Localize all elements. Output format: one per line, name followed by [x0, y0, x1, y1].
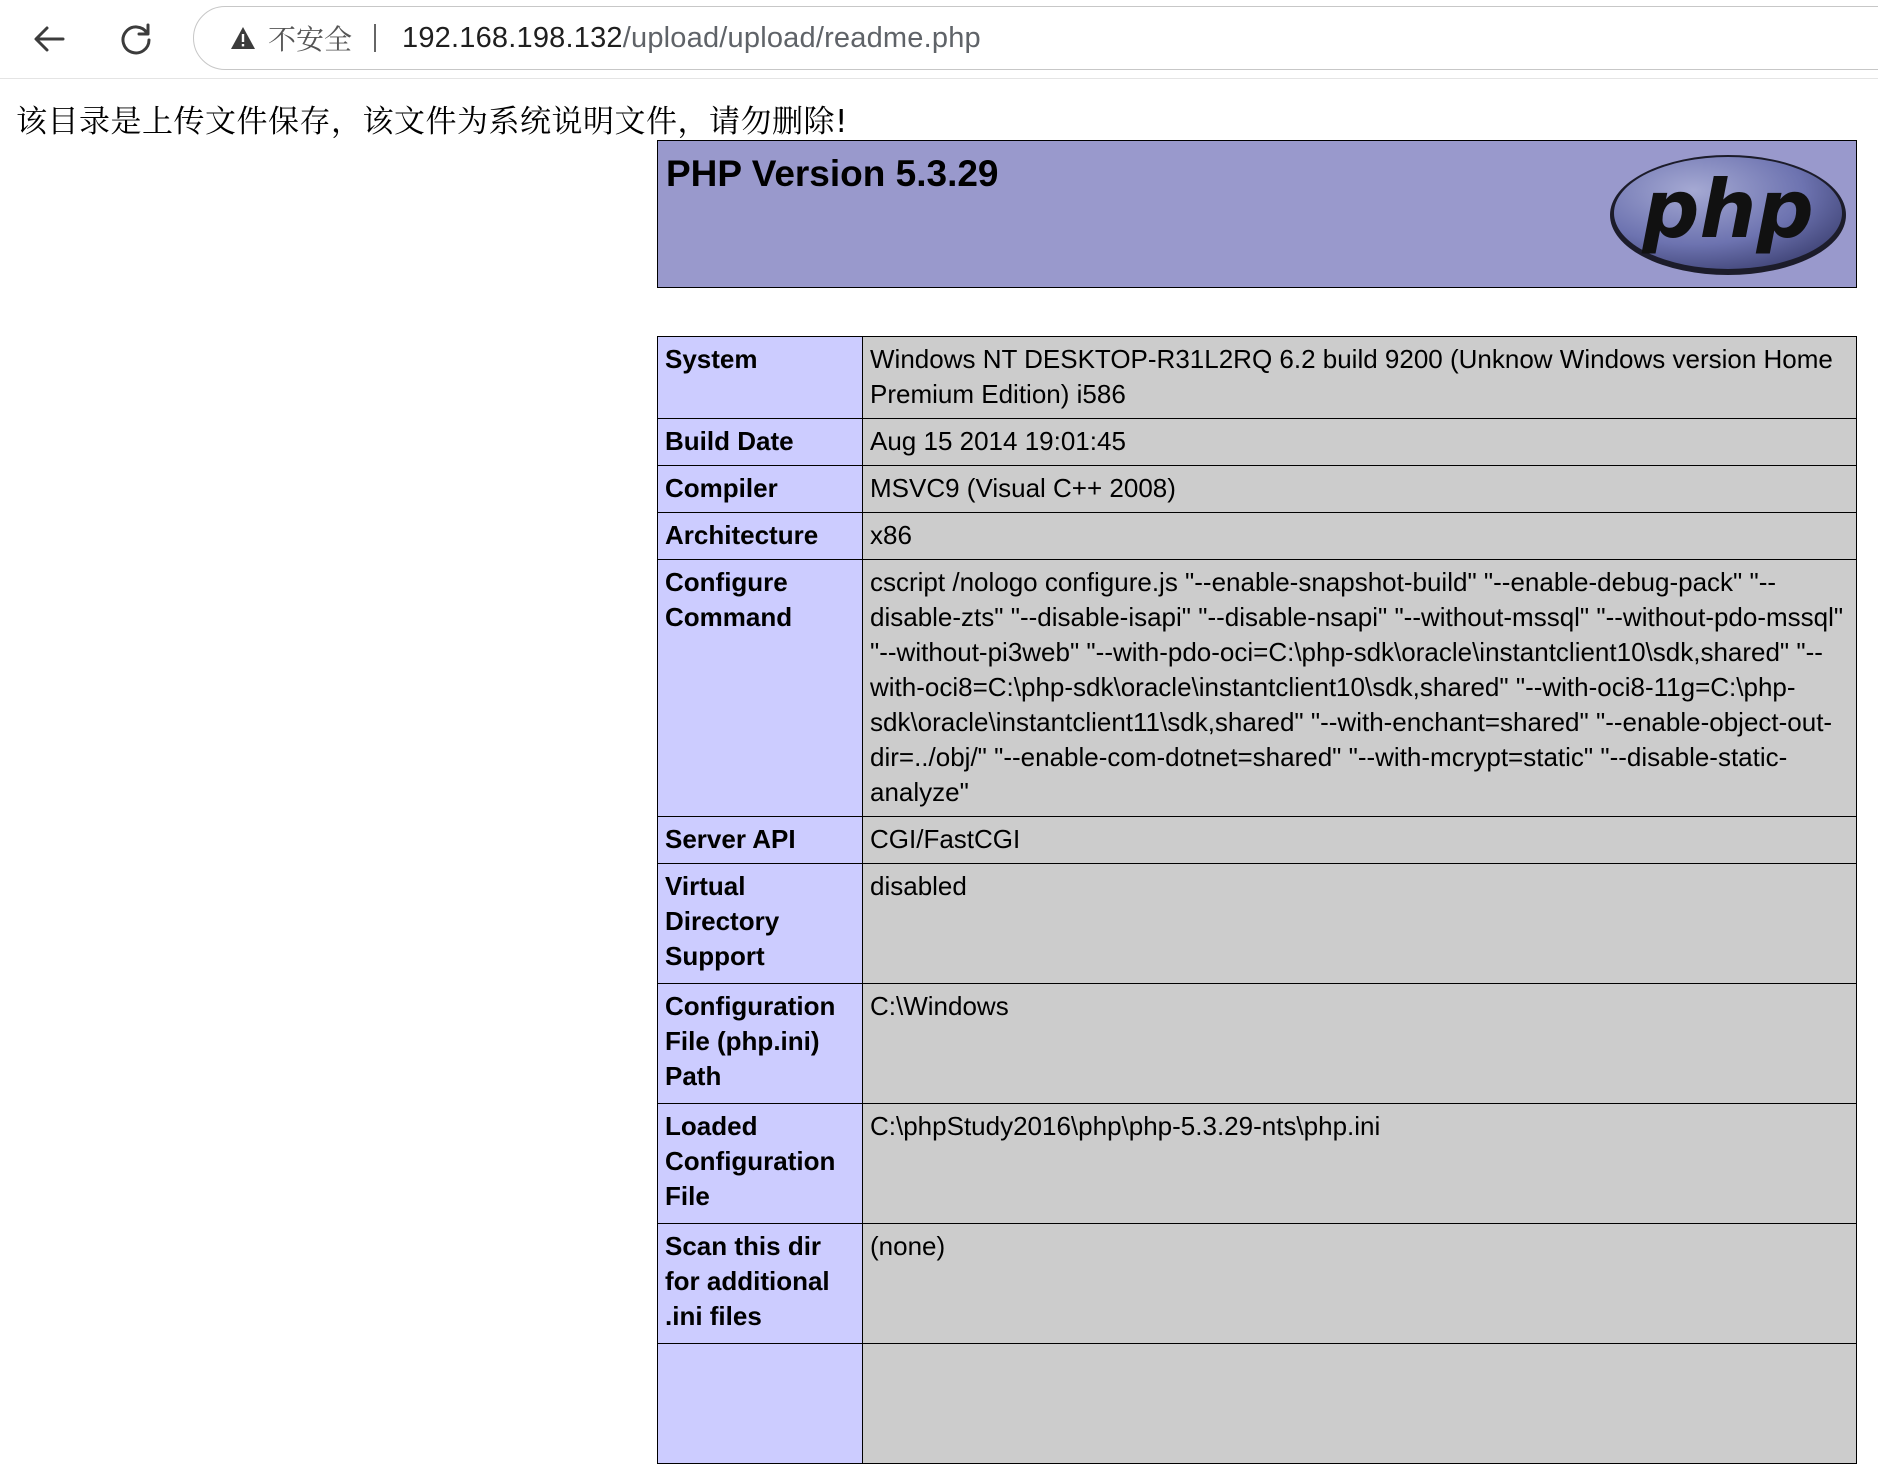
- php-logo[interactable]: [1608, 153, 1848, 277]
- row-value: (none): [863, 1224, 1857, 1344]
- table-row: [658, 1344, 1857, 1464]
- row-value: cscript /nologo configure.js "--enable-snapshot-build" "--enable-debug-pack" "--disable-zts" "--disable-isapi" "--disable-nsapi" "--without-mssql" "--without-pdo-mssql" "--without-pi3web" "--with-pdo-oci=C:\php-sdk\oracle\instantclient10\sdk,shared" "--with-oci8=C:\php-sdk\oracle\instantclient10\sdk,shared" "--with-oci8-11g=C:\php-sdk\oracle\instantclient11\sdk,shared" "--with-enchant=shared" "--enable-object-out-dir=../obj/" "--enable-com-dotnet=shared" "--with-mcrypt=static" "--disable-static-analyze": [863, 560, 1857, 817]
- row-value: [863, 1344, 1857, 1464]
- table-row: [658, 1104, 1857, 1224]
- back-button[interactable]: [24, 14, 74, 64]
- row-key: Configuration File (php.ini) Path: [658, 984, 863, 1104]
- row-value: C:\phpStudy2016\php\php-5.3.29-nts\php.ini: [863, 1104, 1857, 1224]
- url-text[interactable]: [402, 22, 981, 55]
- site-security-indicator[interactable]: [230, 18, 352, 58]
- table-row: [658, 984, 1857, 1104]
- url-host: 192.168.198.132: [402, 21, 623, 54]
- address-bar[interactable]: [193, 6, 1878, 70]
- row-key: Build Date: [658, 419, 863, 466]
- table-row: [658, 466, 1857, 513]
- security-label: 不安全: [268, 23, 353, 56]
- row-value: CGI/FastCGI: [863, 817, 1857, 864]
- row-value: Windows NT DESKTOP-R31L2RQ 6.2 build 9200 (Unknow Windows version Home Premium Edition) i586: [863, 337, 1857, 419]
- row-value: disabled: [863, 864, 1857, 984]
- row-key: Scan this dir for additional .ini files: [658, 1224, 863, 1344]
- php-version-title: PHP Version 5.3.29: [666, 153, 999, 194]
- arrow-left-icon: [31, 21, 67, 57]
- row-key: Loaded Configuration File: [658, 1104, 863, 1224]
- table-row: [658, 419, 1857, 466]
- table-row: [658, 817, 1857, 864]
- row-value: x86: [863, 513, 1857, 560]
- row-value: C:\Windows: [863, 984, 1857, 1104]
- php-header: [657, 140, 1857, 288]
- address-separator: [374, 24, 376, 52]
- row-key: Virtual Directory Support: [658, 864, 863, 984]
- reload-icon: [118, 21, 154, 57]
- row-key: Compiler: [658, 466, 863, 513]
- row-key: System: [658, 337, 863, 419]
- table-row: [658, 1224, 1857, 1344]
- row-key: Architecture: [658, 513, 863, 560]
- php-info-table: [657, 336, 1857, 1464]
- table-row: [658, 560, 1857, 817]
- row-key: Configure Command: [658, 560, 863, 817]
- php-logo-text: php: [1642, 163, 1814, 256]
- table-row: [658, 864, 1857, 984]
- row-key: [658, 1344, 863, 1464]
- row-key: Server API: [658, 817, 863, 864]
- row-value: Aug 15 2014 19:01:45: [863, 419, 1857, 466]
- url-path: /upload/upload/readme.php: [622, 21, 981, 54]
- warning-triangle-icon: [230, 26, 256, 50]
- browser-toolbar: [0, 0, 1878, 79]
- table-row: [658, 337, 1857, 419]
- reload-button[interactable]: [111, 14, 161, 64]
- row-value: MSVC9 (Visual C++ 2008): [863, 466, 1857, 513]
- page-notice: 该目录是上传文件保存，该文件为系统说明文件，请勿删除!: [16, 104, 848, 140]
- table-row: [658, 513, 1857, 560]
